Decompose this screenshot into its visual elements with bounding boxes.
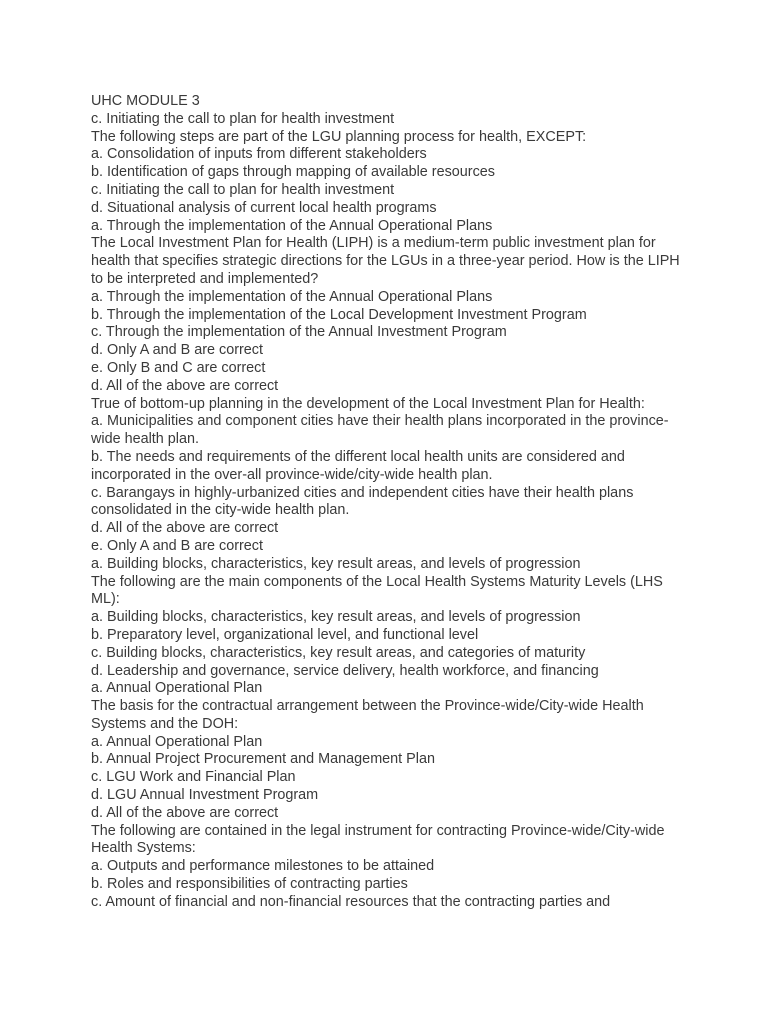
option-line: b. The needs and requirements of the different local health units are considered and incorporated in the over-all province-wide/city-wide health plan. <box>91 448 625 483</box>
question-line: The basis for the contractual arrangement between the Province-wide/City-wide Health Systems and the DOH: <box>91 698 644 732</box>
option-line: d. Only A and B are correct <box>91 342 263 359</box>
option-line: e. Only B and C are correct <box>91 359 266 376</box>
answer-line: d. All of the above are correct <box>91 377 279 394</box>
answer-line: d. All of the above are correct <box>91 804 279 821</box>
document-title: UHC MODULE 3 <box>91 93 200 109</box>
question-line: The following are contained in the legal instrument for contracting Province-wide/City-wide Health Systems: <box>91 822 665 857</box>
answer-line: a. Annual Operational Plan <box>91 680 263 697</box>
option-line: a. Through the implementation of the Annual Operational Plans <box>91 288 493 305</box>
option-line: d. Leadership and governance, service delivery, health workforce, and financing <box>91 662 599 679</box>
question-line: The following steps are part of the LGU planning process for health, EXCEPT: <box>91 128 587 145</box>
answer-line: a. Building blocks, characteristics, key result areas, and levels of progression <box>91 555 581 572</box>
document-body <box>91 93 681 912</box>
option-line: b. Annual Project Procurement and Management Plan <box>91 751 435 768</box>
option-line: b. Preparatory level, organizational level, and functional level <box>91 626 479 643</box>
option-line: e. Only A and B are correct <box>91 537 263 554</box>
answer-line: c. Initiating the call to plan for health investment <box>91 110 395 127</box>
option-line: b. Through the implementation of the Local Development Investment Program <box>91 306 587 323</box>
option-line: c. Amount of financial and non-financial resources that the contracting parties and <box>91 893 611 910</box>
option-line: b. Identification of gaps through mapping of available resources <box>91 164 495 181</box>
option-line: d. Situational analysis of current local health programs <box>91 199 437 216</box>
option-line: a. Municipalities and component cities have their health plans incorporated in the province-wide health plan. <box>91 413 669 448</box>
question-line: The following are the main components of the Local Health Systems Maturity Levels (LHS ML): <box>91 573 663 608</box>
answer-line: a. Through the implementation of the Annual Operational Plans <box>91 217 493 234</box>
option-line: c. LGU Work and Financial Plan <box>91 769 296 786</box>
option-line: b. Roles and responsibilities of contracting parties <box>91 876 408 893</box>
option-line: c. Initiating the call to plan for health investment <box>91 181 395 198</box>
option-line: c. Through the implementation of the Annual Investment Program <box>91 324 507 341</box>
option-line: c. Barangays in highly-urbanized cities and independent cities have their health plans consolidated in the city-wide health plan. <box>91 484 634 519</box>
option-line: a. Outputs and performance milestones to be attained <box>91 858 435 875</box>
option-line: d. LGU Annual Investment Program <box>91 787 319 804</box>
question-line: True of bottom-up planning in the development of the Local Investment Plan for Health: <box>91 395 645 412</box>
question-line: The Local Investment Plan for Health (LIPH) is a medium-term public investment plan for health that specifies strategic directions for the LGUs in a three-year period. How is the LIPH to be interpreted and implemented? <box>91 235 680 287</box>
option-line: d. All of the above are correct <box>91 520 279 537</box>
option-line: a. Consolidation of inputs from different stakeholders <box>91 146 427 163</box>
option-line: c. Building blocks, characteristics, key result areas, and categories of maturity <box>91 644 586 661</box>
option-line: a. Annual Operational Plan <box>91 733 263 750</box>
option-line: a. Building blocks, characteristics, key result areas, and levels of progression <box>91 609 581 626</box>
